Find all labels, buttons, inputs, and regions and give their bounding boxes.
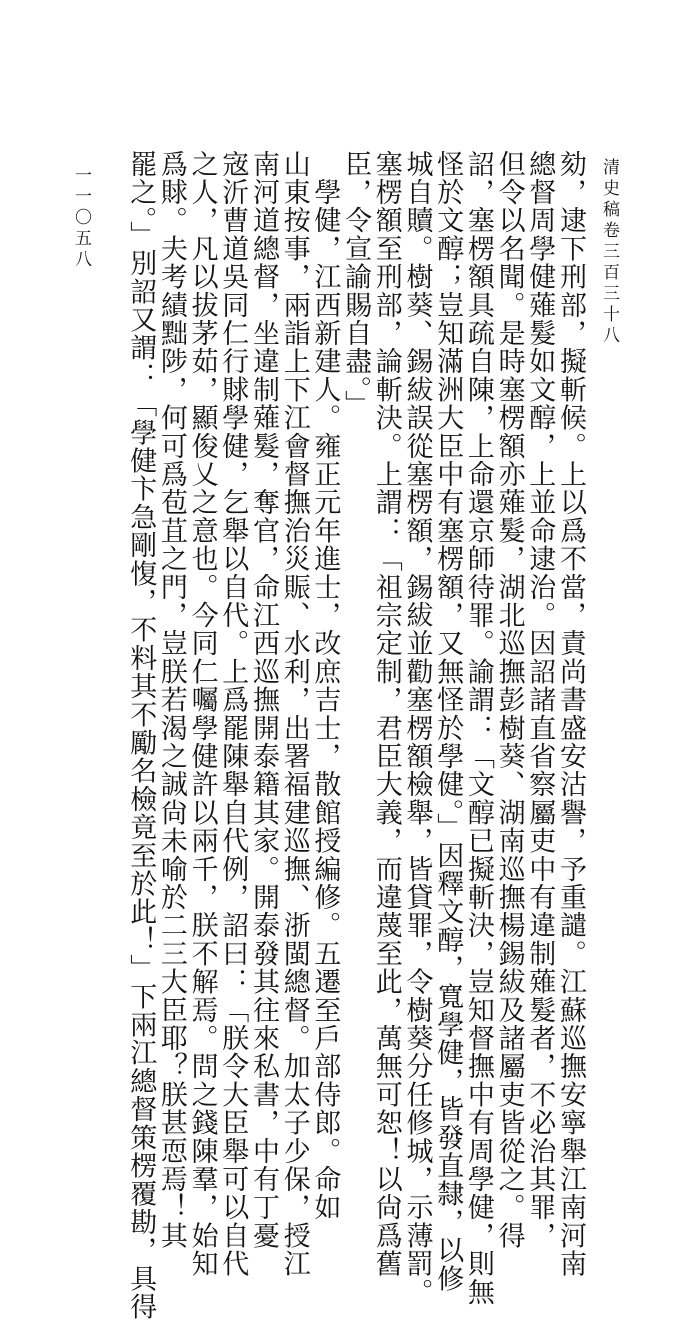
text-column: 臣，令宣諭賜自盡。」 <box>340 150 372 419</box>
text-column: 但令以名聞。是時塞楞額亦薙髮，湖北巡撫彭樹葵、湖南巡撫楊錫紱及諸屬吏皆從之。得 <box>493 150 525 1250</box>
text-column: 山東按事，兩詣上下江會督撫治災賑、水利，出署福建巡撫、浙閩總督。加太子少保，授江 <box>278 150 310 1278</box>
text-column: 學健，江西新建人。雍正元年進士，改庶吉士，散館授編修。五遷至戶部侍郎。命如 <box>309 150 341 1222</box>
text-column: 南河道總督，坐違制薙髮，奪官，命江西巡撫開泰籍其家。開泰發其往來私書，中有丁憂 <box>248 150 279 1250</box>
text-column: 罷之。」別詔又謂：「學健卞急剛愎，不料其不勵名檢竟至於此！」下兩江總督策楞覆勘，具得 <box>125 150 157 1321</box>
text-column: 怪於文醇；豈知滿洲大臣中有塞楞額，又無怪於學健。」因釋文醇，寬學健，皆發直隸，以修 <box>432 150 464 1293</box>
text-column: 劾，逮下刑部，擬斬候。上以爲不當，責尚書盛安沽譽，予重譴。江蘇巡撫安寧舉江南河南 <box>555 150 586 1278</box>
text-column: 詔，塞楞額具疏自陳，上命還京師待罪。諭謂：「文醇已擬斬決，豈知督撫中有周學健，則無 <box>462 150 494 1307</box>
book-title: 清史稿卷三百三十八 <box>599 158 619 347</box>
page-number: 一一〇五八 <box>71 166 91 271</box>
text-column: 宼沂曹道吳同仁行賕學健，乞舉以自代。上爲罷陳舉自代例，詔曰：「朕令大臣舉可以自代 <box>217 150 249 1278</box>
text-column: 城自贖。樹葵、錫紱誤從塞楞額，錫紱並勸塞楞額檢舉，皆貸罪，令樹葵分任修城，示薄罰。 <box>401 150 433 1307</box>
text-column: 塞楞額至刑部，論斬決。上謂：「祖宗定制，君臣大義，而違蔑至此，萬無可恕！以尙爲舊 <box>370 150 402 1278</box>
text-column: 總督周學健薙髮如文醇，上並命逮治。因詔諸直省察屬吏中有違制薙髮者，不必治其罪， <box>524 150 556 1250</box>
text-column: 之人，凡以拔茅茹，顯俊乂之意也。今同仁囑學健許以兩千，朕不解焉。問之錢陳羣，始知 <box>186 150 218 1278</box>
text-column: 爲賕。夫考績黜陟，何可爲苞苴之門，豈朕若渴之誠尙未喻於二三大臣耶？朕甚恧焉！其 <box>155 150 187 1250</box>
